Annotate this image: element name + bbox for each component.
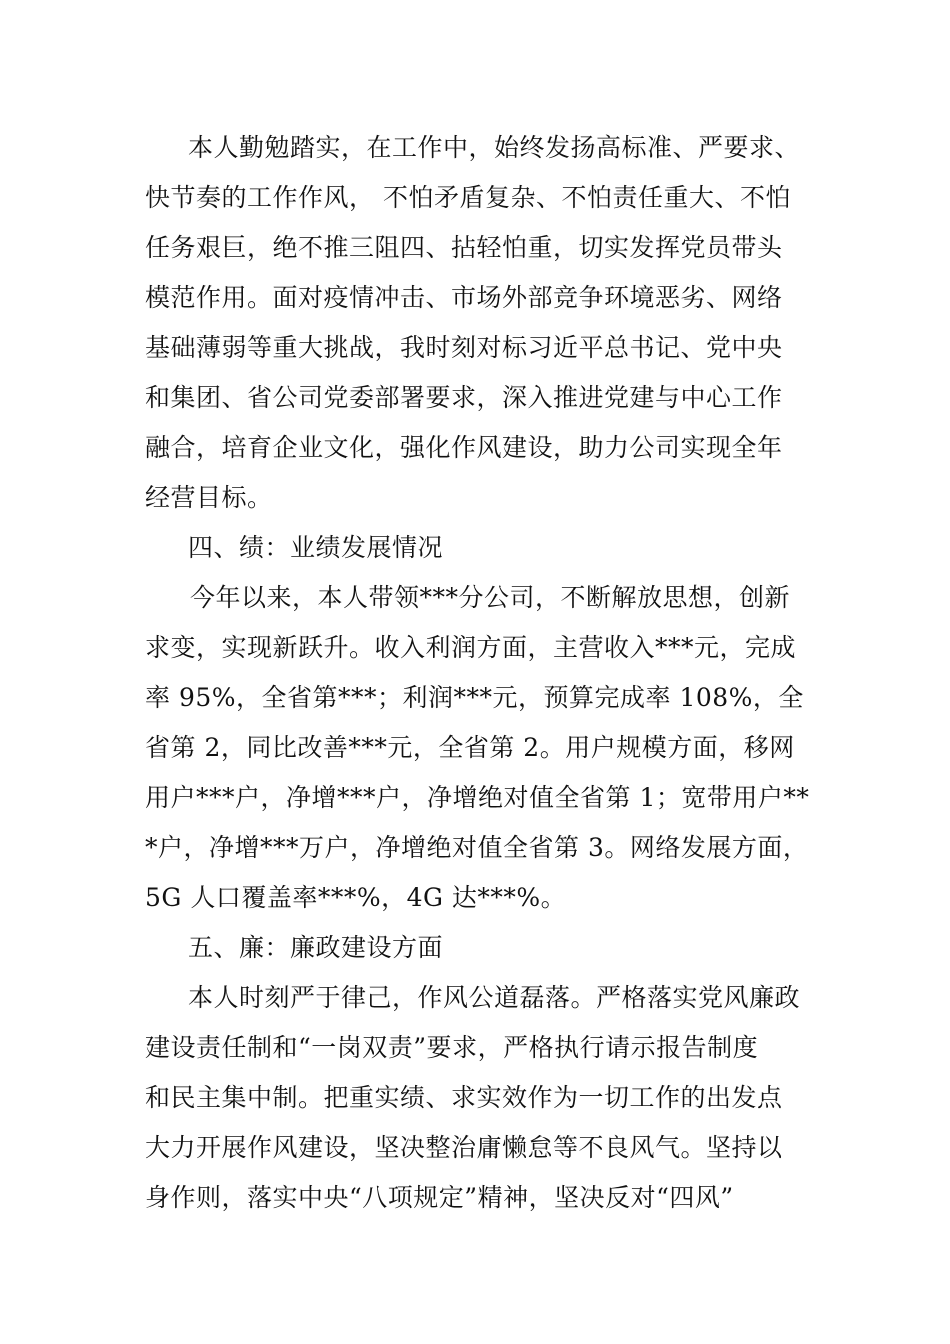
paragraph-line: 大力开展作风建设，坚决整治庸懒怠等不良风气。坚持以 (145, 1133, 783, 1162)
paragraph-line: 用户***户，净增***户，净增绝对值全省第 1；宽带用户** (145, 783, 810, 812)
paragraph-line: 和集团、省公司党委部署要求，深入推进党建与中心工作 (145, 383, 783, 412)
paragraph-line: *户，净增***万户，净增绝对值全省第 3。网络发展方面， (145, 833, 809, 862)
paragraph-line: 求变，实现新跃升。收入利润方面，主营收入***元，完成 (145, 633, 797, 662)
paragraph-line: 模范作用。面对疫情冲击、市场外部竞争环境恶劣、网络 (145, 283, 783, 312)
paragraph-line: 快节奏的工作作风， 不怕矛盾复杂、不怕责任重大、不怕 (145, 183, 791, 212)
paragraph-line: 本人时刻严于律己，作风公道磊落。严格落实党风廉政 (188, 983, 801, 1012)
paragraph-line: 本人勤勉踏实，在工作中，始终发扬高标准、严要求、 (188, 133, 801, 162)
paragraph-line: 今年以来，本人带领***分公司，不断解放思想，创新 (190, 583, 791, 612)
paragraph-line: 省第 2，同比改善***元，全省第 2。用户规模方面，移网 (145, 733, 795, 762)
paragraph-line: 经营目标。 (145, 483, 273, 512)
paragraph-line: 建设责任制和“一岗双责”要求，严格执行请示报告制度 (145, 1033, 759, 1062)
section-heading: 四、绩：业绩发展情况 (188, 533, 444, 562)
paragraph-line: 任务艰巨，绝不推三阻四、拈轻怕重，切实发挥党员带头 (145, 233, 783, 262)
paragraph-line: 和民主集中制。把重实绩、求实效作为一切工作的出发点 (145, 1083, 783, 1112)
paragraph-line: 5G 人口覆盖率***%，4G 达***%。 (145, 883, 567, 912)
paragraph-line: 基础薄弱等重大挑战，我时刻对标习近平总书记、党中央 (145, 333, 783, 362)
paragraph-line: 融合，培育企业文化，强化作风建设，助力公司实现全年 (145, 433, 783, 462)
paragraph-line: 率 95%，全省第***；利润***元，预算完成率 108%，全 (145, 683, 804, 712)
paragraph-line: 身作则，落实中央“八项规定”精神，坚决反对“四风” (145, 1183, 734, 1212)
section-heading: 五、廉：廉政建设方面 (188, 933, 444, 962)
